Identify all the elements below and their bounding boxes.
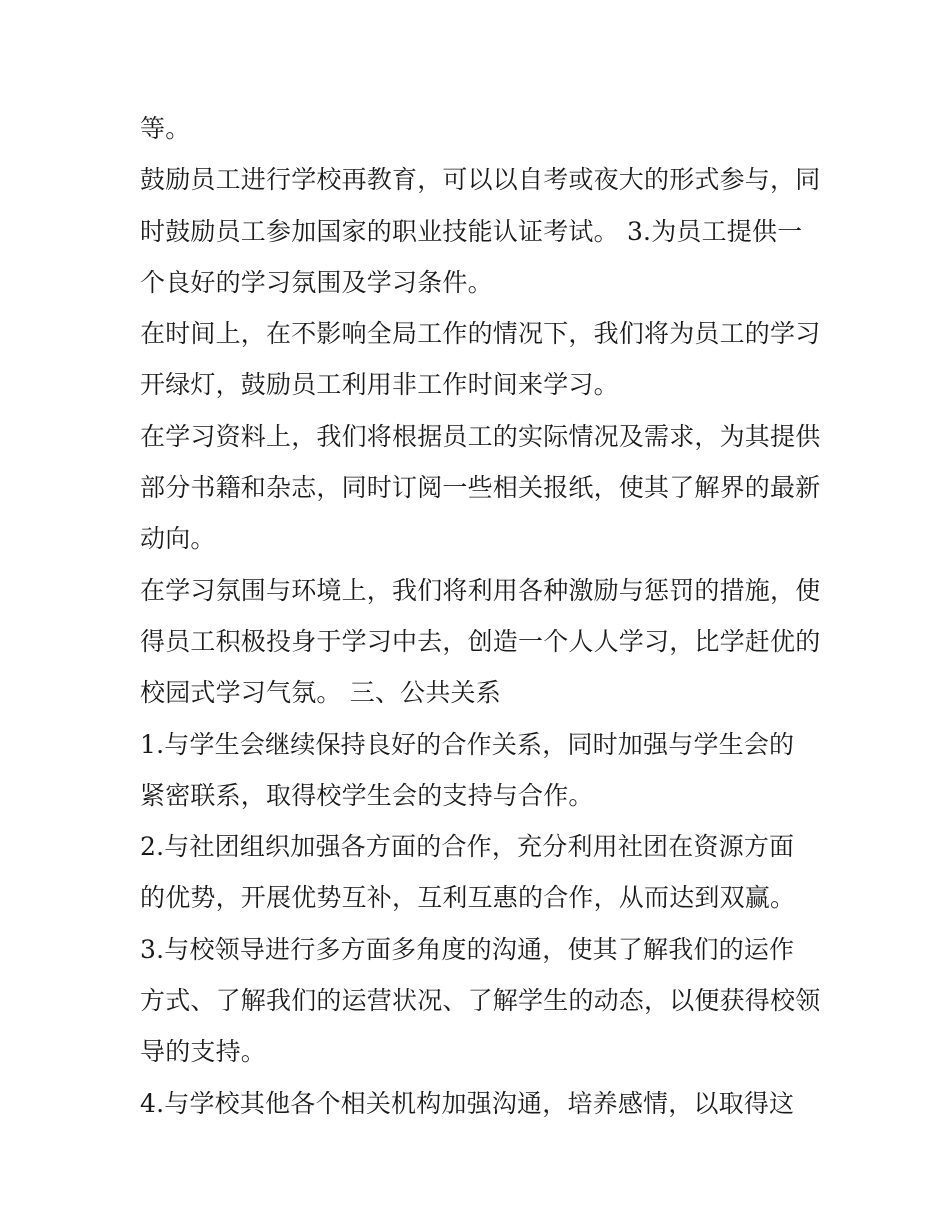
document-body bbox=[140, 103, 820, 1129]
text-line: 2.与社团组织加强各方面的合作，充分利用社团在资源方面 bbox=[140, 832, 795, 862]
text-line: 导的支持。 bbox=[140, 1037, 267, 1067]
text-line: 个良好的学习氛围及学习条件。 bbox=[140, 267, 493, 297]
text-line: 方式、了解我们的运营状况、了解学生的动态，以便获得校领 bbox=[140, 986, 821, 1016]
text-line: 紧密联系，取得校学生会的支持与合作。 bbox=[140, 780, 594, 810]
text-line: 等。 bbox=[140, 114, 191, 143]
text-line: 在学习氛围与环境上，我们将利用各种激励与惩罚的措施，使 bbox=[140, 575, 821, 605]
text-line: 1.与学生会继续保持良好的合作关系，同时加强与学生会的 bbox=[140, 729, 795, 759]
text-line: 4.与学校其他各个相关机构加强沟通，培养感情，以取得这 bbox=[140, 1088, 795, 1118]
text-line: 在学习资料上，我们将根据员工的实际情况及需求，为其提供 bbox=[140, 421, 821, 451]
text-line: 时鼓励员工参加国家的职业技能认证考试。 3.为员工提供一 bbox=[140, 216, 803, 246]
text-line: 3.与校领导进行多方面多角度的沟通，使其了解我们的运作 bbox=[140, 934, 795, 964]
text-line: 校园式学习气氛。 三、公共关系 bbox=[140, 678, 501, 708]
text-line: 开绿灯，鼓励员工利用非工作时间来学习。 bbox=[140, 370, 619, 400]
text-line: 鼓励员工进行学校再教育，可以以自考或夜大的形式参与，同 bbox=[140, 165, 821, 195]
text-line: 得员工积极投身于学习中去，创造一个人人学习，比学赶优的 bbox=[140, 626, 821, 656]
text-line: 动向。 bbox=[140, 524, 216, 554]
text-line: 在时间上，在不影响全局工作的情况下，我们将为员工的学习 bbox=[140, 319, 821, 349]
text-line: 的优势，开展优势互补，互利互惠的合作，从而达到双赢。 bbox=[140, 883, 796, 913]
text-line: 部分书籍和杂志，同时订阅一些相关报纸，使其了解界的最新 bbox=[140, 473, 821, 503]
